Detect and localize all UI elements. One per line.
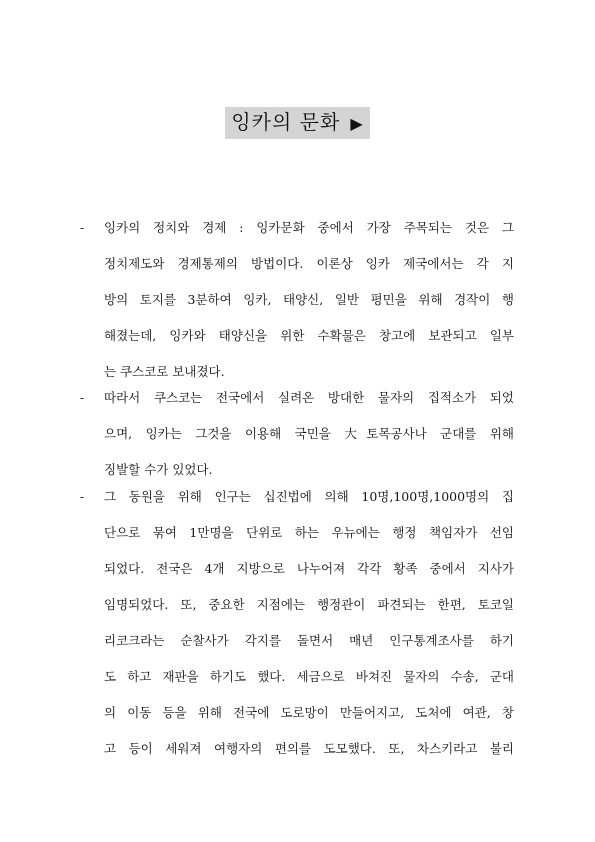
bullet-paragraph: [104, 490, 514, 778]
text-line: 는 쿠스코로 보내졌다.: [104, 365, 225, 379]
bullet-paragraph: [104, 221, 514, 401]
text-line: 그 동원을 위해 인구는 십진법에 의해 10명,100명,1000명의 집: [104, 490, 514, 504]
play-arrow-icon: ▶: [350, 114, 364, 133]
bullet-dash: -: [80, 221, 85, 235]
text-line: 방의 토지를 3분하여 잉카, 태양신, 일반 평민을 위해 경작이 행: [104, 293, 514, 307]
bullet-dash: -: [80, 490, 85, 504]
text-line: 단으로 묶여 1만명을 단위로 하는 우뉴에는 행정 책임자가 선임: [104, 526, 514, 540]
title-wrap: [0, 107, 595, 139]
bullet-dash: -: [80, 391, 85, 405]
text-line: 으며, 잉카는 그것을 이용해 국민을 大토목공사나 군대를 위해: [104, 427, 514, 441]
text-line: 임명되었다. 또, 중요한 지점에는 행정관이 파견되는 한편, 토코일: [104, 598, 514, 612]
text-line: 징발할 수가 있었다.: [104, 463, 213, 477]
text-line: 도 하고 재판을 하기도 했다. 세금으로 바쳐진 물자의 수송, 군대: [104, 670, 514, 684]
text-line: 해졌는데, 잉카와 태양신을 위한 수확물은 창고에 보관되고 일부: [104, 329, 514, 343]
text-line: 고 등이 세워져 여행자의 편의를 도모했다. 또, 차스키라고 불리: [104, 742, 514, 756]
text-line: 리코크라는 순찰사가 각지를 돌면서 매년 인구통계조사를 하기: [104, 634, 514, 648]
page-title: [225, 107, 369, 139]
text-line: 의 이동 등을 위해 전국에 도로망이 만들어지고, 도처에 여관, 창: [104, 706, 514, 720]
text-line: 잉카의 정치와 경제 : 잉카문화 중에서 가장 주목되는 것은 그: [104, 221, 514, 235]
bullet-paragraph: [104, 391, 514, 499]
text-line: 따라서 쿠스코는 전국에서 실려온 방대한 물자의 집적소가 되었: [104, 391, 514, 405]
text-line: 되었다. 전국은 4개 지방으로 나누어져 각각 황족 중에서 지사가: [104, 562, 514, 576]
text-line: 정치제도와 경제통제의 방법이다. 이론상 잉카 제국에서는 각 지: [104, 257, 514, 271]
page-title-text: 잉카의 문화: [231, 110, 341, 134]
